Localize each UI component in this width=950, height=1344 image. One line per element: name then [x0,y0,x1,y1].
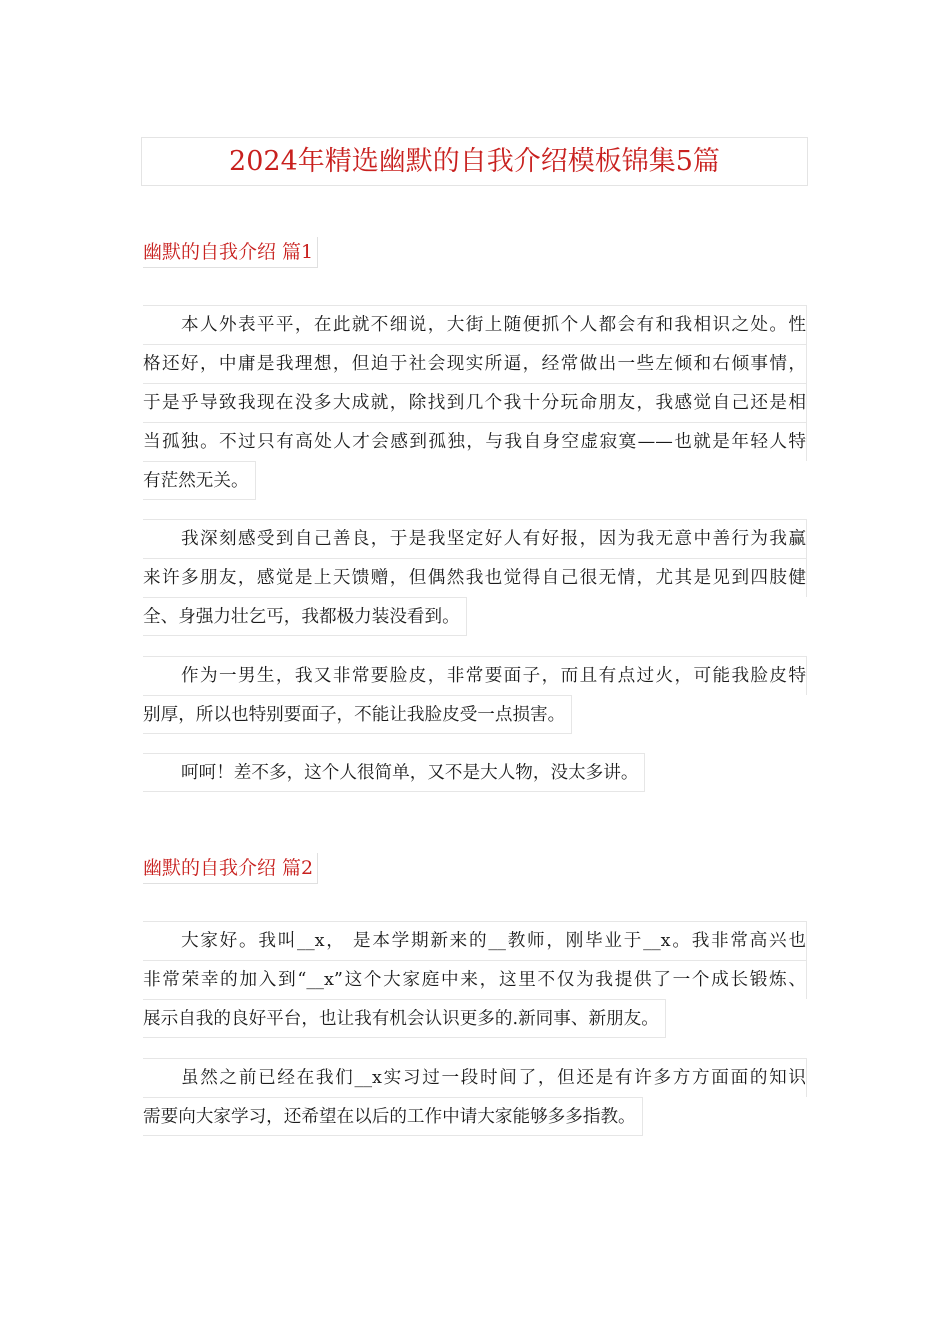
section-1-paragraph-3 [143,656,807,749]
paragraph-line: 我深刻感受到自己善良，于是我坚定好人有好报，因为我无意中善行为我赢 [143,519,807,558]
paragraph-line: 格还好，中庸是我理想，但迫于社会现实所逼，经常做出一些左倾和右倾事情， [143,344,807,383]
paragraph-line: 需要向大家学习，还希望在以后的工作中请大家能够多多指教。 [143,1097,643,1136]
paragraph-line: 大家好。我叫__x， 是本学期新来的__教师，刚毕业于__x。我非常高兴也 [143,921,807,960]
paragraph-line: 呵呵！差不多，这个人很简单，又不是大人物，没太多讲。 [143,753,645,792]
paragraph-line: 有茫然无关。 [143,461,256,500]
paragraph-line: 于是乎导致我现在没多大成就，除找到几个我十分玩命朋友，我感觉自己还是相 [143,383,807,422]
paragraph-line: 非常荣幸的加入到“__x”这个大家庭中来，这里不仅为我提供了一个成长锻炼、 [143,960,807,999]
paragraph-line: 作为一男生，我又非常要脸皮，非常要面子，而且有点过火，可能我脸皮特 [143,656,807,695]
paragraph-line: 当孤独。不过只有高处人才会感到孤独，与我自身空虚寂寞——也就是年轻人特 [143,422,807,461]
paragraph-line: 全、身强力壮乞丐，我都极力装没看到。 [143,597,467,636]
paragraph-line: 虽然之前已经在我们__x实习过一段时间了，但还是有许多方方面面的知识 [143,1058,807,1097]
paragraph-line: 展示自我的良好平台，也让我有机会认识更多的.新同事、新朋友。 [143,999,666,1038]
paragraph-line: 本人外表平平，在此就不细说，大街上随便抓个人都会有和我相识之处。性 [143,305,807,344]
paragraph-line: 来许多朋友，感觉是上天馈赠，但偶然我也觉得自己很无情，尤其是见到四肢健 [143,558,807,597]
section-2-paragraph-1 [143,921,807,1053]
paragraph-line: 别厚，所以也特别要面子，不能让我脸皮受一点损害。 [143,695,572,734]
section-2-paragraph-2 [143,1058,807,1151]
section-heading-2: 幽默的自我介绍 篇2 [143,853,318,884]
section-heading-1: 幽默的自我介绍 篇1 [143,237,318,268]
section-1-paragraph-2 [143,519,807,651]
document-title: 2024年精选幽默的自我介绍模板锦集5篇 [141,137,808,186]
section-1-paragraph-4 [143,753,807,807]
section-1-paragraph-1 [143,305,807,515]
